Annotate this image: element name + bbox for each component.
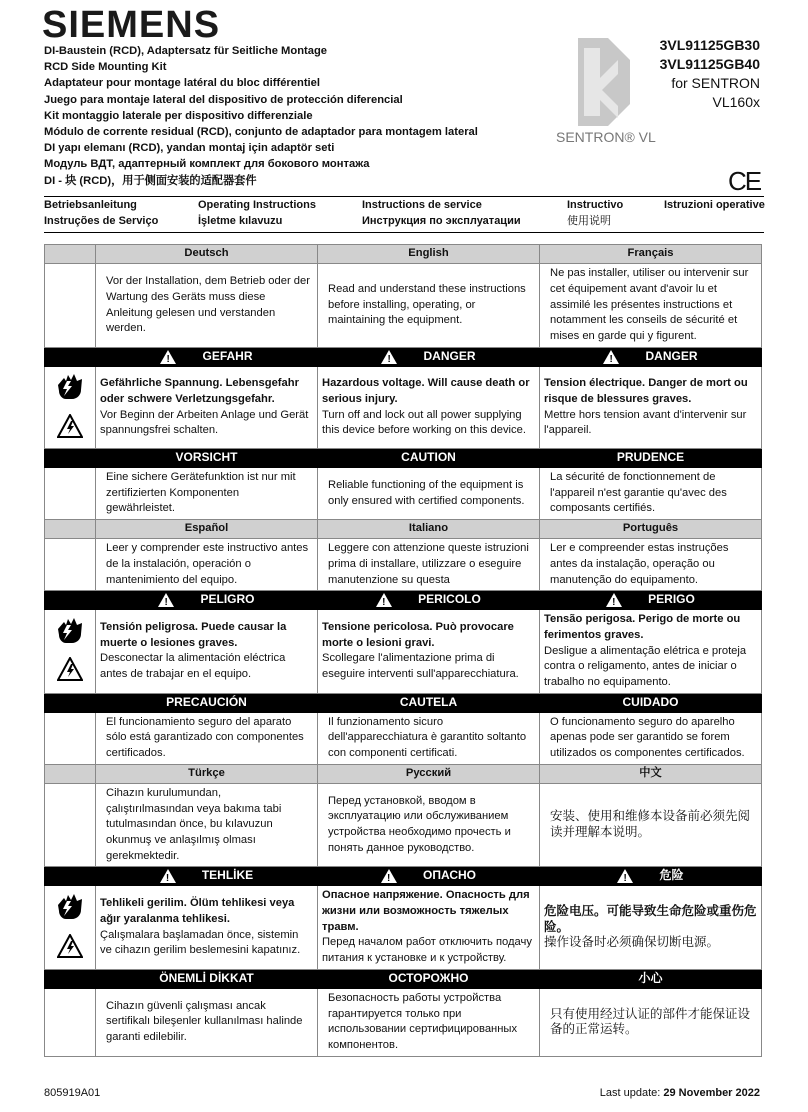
divider xyxy=(44,196,764,197)
product-codes xyxy=(660,36,760,112)
instr-label: Инструкция по эксплуатации xyxy=(362,215,521,227)
danger-text-row xyxy=(45,367,762,449)
caution-cell xyxy=(96,988,318,1056)
sentron-logo-icon xyxy=(578,38,630,126)
danger-cell xyxy=(96,886,318,970)
blank-cell xyxy=(45,988,96,1056)
intro-cell xyxy=(318,783,540,867)
last-update-date: 29 November 2022 xyxy=(663,1087,760,1099)
blank-cell xyxy=(45,539,96,591)
caution-header: VORSICHT xyxy=(96,449,318,468)
sentron-label: SENTRON® VL xyxy=(556,129,656,145)
caution-bar-row xyxy=(45,693,762,712)
danger-warning-bold: Tehlikeli gerilim. Ölüm tehlikesi veya ağır yaralanma tehlikesi. xyxy=(100,897,295,925)
danger-header xyxy=(540,348,762,367)
blank-cell xyxy=(45,764,96,783)
intro-cell xyxy=(318,264,540,348)
caution-header: ОСТОРОЖНО xyxy=(318,969,540,988)
blank-cell xyxy=(45,591,96,610)
intro-cell xyxy=(540,783,762,867)
language-header: Türkçe xyxy=(96,764,318,783)
danger-warning-bold: Gefährliche Spannung. Lebensgefahr oder schwere Verletzungsgefahr. xyxy=(100,377,299,405)
intro-text: Перед установкой, вводом в эксплуатацию или обслуживанием устройства необходимо прочесть и понять данное руководство. xyxy=(328,794,511,854)
caution-cell xyxy=(318,712,540,764)
blank-cell xyxy=(45,245,96,264)
danger-content xyxy=(540,610,761,693)
caution-header: CAUTELA xyxy=(318,693,540,712)
product-code: 3VL91125GB30 xyxy=(659,37,760,53)
caution-cell xyxy=(318,468,540,520)
danger-header xyxy=(540,591,762,610)
danger-warning-bold: Опасное напряжение. Опасность для жизни или возможность тяжелых травм. xyxy=(322,889,530,933)
product-series: for SENTRON xyxy=(671,75,760,91)
warning-triangle-icon xyxy=(376,593,392,607)
danger-instruction: 操作设备时必须确保切断电源。 xyxy=(544,935,720,950)
warning-triangle-icon xyxy=(160,869,176,883)
intro-text: Ler e compreender estas instruções antes da instalação, operação ou manutenção do equipamento. xyxy=(550,542,729,586)
danger-label: GEFAHR xyxy=(202,349,253,364)
language-header-row xyxy=(45,245,762,264)
caution-bar-row xyxy=(45,969,762,988)
danger-label: TEHLİKE xyxy=(201,868,254,883)
intro-row xyxy=(45,264,762,348)
caution-cell xyxy=(96,712,318,764)
caution-text: 只有使用经过认证的部件才能保证设备的正常运转。 xyxy=(550,1006,751,1037)
language-header: Français xyxy=(540,245,762,264)
instr-label: Betriebsanleitung xyxy=(44,199,137,211)
intro-cell xyxy=(96,264,318,348)
intro-cell xyxy=(96,539,318,591)
danger-cell xyxy=(318,610,540,694)
danger-content xyxy=(318,886,539,969)
danger-content xyxy=(318,374,539,441)
last-update-label: Last update: xyxy=(599,1087,661,1099)
divider xyxy=(44,232,764,233)
siemens-logo: SIEMENS xyxy=(42,4,221,46)
danger-warning-bold: Tension électrique. Danger de mort ou risque de blessures graves. xyxy=(544,377,748,405)
danger-header xyxy=(96,867,318,886)
warning-triangle-icon xyxy=(381,350,397,364)
intro-cell xyxy=(318,539,540,591)
intro-text: Read and understand these instructions before installing, operating, or maintaining the equipment. xyxy=(328,282,526,327)
danger-warning-bold: Tensione pericolosa. Può provocare morte o lesioni gravi. xyxy=(322,621,514,649)
instr-label: Operating Instructions xyxy=(198,199,316,211)
last-update xyxy=(600,1087,760,1099)
caution-text: Reliable functioning of the equipment is only ensured with certified components. xyxy=(328,478,525,507)
instr-label: Instructions de service xyxy=(362,199,482,211)
language-header: Deutsch xyxy=(96,245,318,264)
intro-cell xyxy=(96,783,318,867)
caution-cell xyxy=(540,468,762,520)
language-header: English xyxy=(318,245,540,264)
electric-hand-hazard-icon xyxy=(45,616,95,658)
title-line: RCD Side Mounting Kit xyxy=(44,61,167,74)
instr-label: Istruzioni operative xyxy=(664,199,765,211)
danger-cell xyxy=(540,367,762,449)
danger-text-row xyxy=(45,610,762,694)
intro-text: Leggere con attenzione queste istruzioni prima di installare, utilizzare o eseguire manutenzione su questa xyxy=(328,542,529,586)
danger-label: ОПАСНО xyxy=(423,868,476,883)
instr-label: İşletme kılavuzu xyxy=(198,215,283,227)
caution-text: Il funzionamento sicuro dell'apparecchiatura è garantito soltanto con componenti certificati. xyxy=(328,715,527,760)
warning-triangle-icon xyxy=(606,593,622,607)
blank-cell xyxy=(45,520,96,539)
warning-triangle-icon xyxy=(617,869,633,883)
caution-text: Безопасность работы устройства гарантируется только при использовании сертифицированных компонентов. xyxy=(328,991,518,1051)
danger-cell xyxy=(96,610,318,694)
caution-header: CAUTION xyxy=(318,449,540,468)
safety-table xyxy=(44,244,762,1057)
danger-header xyxy=(540,867,762,886)
caution-text-row xyxy=(45,468,762,520)
caution-cell xyxy=(318,988,540,1056)
danger-instruction: Turn off and lock out all power supplying this device before working on this device. xyxy=(322,408,526,437)
danger-text-row xyxy=(45,886,762,970)
caution-header: PRUDENCE xyxy=(540,449,762,468)
title-line: DI-Baustein (RCD), Adaptersatz für Seitliche Montage xyxy=(44,45,328,57)
title-line: Kit montaggio laterale per dispositivo differenziale xyxy=(44,109,313,122)
electric-shock-triangle-icon xyxy=(45,934,95,964)
caution-header: ÖNEMLİ DİKKAT xyxy=(96,969,318,988)
danger-content xyxy=(96,374,317,441)
language-header-row xyxy=(45,520,762,539)
title-line: Adaptateur pour montage latéral du bloc différentiel xyxy=(44,77,320,90)
caution-text: Eine sichere Gerätefunktion ist nur mit zertifizierten Komponenten gewährleistet. xyxy=(106,471,296,515)
title-line: Juego para montaje lateral del dispositivo de protección diferencial xyxy=(44,93,403,106)
danger-cell xyxy=(318,886,540,970)
doc-number: 805919A01 xyxy=(44,1087,101,1099)
caution-text: O funcionamento seguro do aparelho apenas pode ser garantido se forem utilizados os componentes certificados. xyxy=(550,715,745,760)
title-line: Модуль ВДТ, адаптерный комплект для бокового монтажа xyxy=(44,158,370,171)
danger-cell xyxy=(318,367,540,449)
danger-instruction: Перед началом работ отключить подачу питания к установке и к устройству. xyxy=(322,936,532,965)
language-header: Italiano xyxy=(318,520,540,539)
danger-instruction: Desligue a alimentação elétrica e proteja contra o religamento, antes de iniciar o trabalho no equipamento. xyxy=(544,644,747,689)
danger-header xyxy=(96,591,318,610)
instr-label: 使用说明 xyxy=(567,215,611,227)
danger-content xyxy=(540,374,761,441)
danger-label: PELIGRO xyxy=(200,592,255,607)
language-header: Русский xyxy=(318,764,540,783)
title-list xyxy=(44,43,478,189)
blank-cell xyxy=(45,264,96,348)
danger-cell xyxy=(540,610,762,694)
intro-text: Vor der Installation, dem Betrieb oder der Wartung des Geräts muss diese Anleitung gelesen und verstanden werden. xyxy=(106,275,310,335)
blank-cell xyxy=(45,969,96,988)
caution-header: CUIDADO xyxy=(540,693,762,712)
caution-text-row xyxy=(45,712,762,764)
danger-bar-row xyxy=(45,348,762,367)
caution-bar-row xyxy=(45,449,762,468)
blank-cell xyxy=(45,693,96,712)
product-code: 3VL91125GB40 xyxy=(659,56,760,72)
danger-label: PERICOLO xyxy=(418,592,481,607)
danger-header xyxy=(318,867,540,886)
danger-label: DANGER xyxy=(423,349,476,364)
title-line: Módulo de corrente residual (RCD), conjunto de adaptador para montagem lateral xyxy=(44,126,478,139)
blank-cell xyxy=(45,867,96,886)
danger-header xyxy=(318,591,540,610)
danger-instruction: Mettre hors tension avant d'intervenir sur l'appareil. xyxy=(544,408,747,437)
instr-label: Instruções de Serviço xyxy=(44,215,159,227)
danger-instruction: Scollegare l'alimentazione prima di eseguire interventi sull'apparecchiatura. xyxy=(322,652,519,681)
electric-shock-triangle-icon xyxy=(45,657,95,687)
language-header-row xyxy=(45,764,762,783)
product-series: VL160x xyxy=(712,94,760,110)
danger-warning-bold: Hazardous voltage. Will cause death or serious injury. xyxy=(322,377,530,405)
danger-label: 危险 xyxy=(659,868,684,883)
intro-row xyxy=(45,783,762,867)
danger-warning-bold: 危险电压。可能导致生命危险或重伤危险。 xyxy=(544,904,757,934)
warning-triangle-icon xyxy=(160,350,176,364)
electric-hand-hazard-icon xyxy=(45,892,95,934)
danger-instruction: Vor Beginn der Arbeiten Anlage und Gerät spannungsfrei schalten. xyxy=(100,408,309,437)
ce-mark: CE xyxy=(728,166,761,196)
danger-label: DANGER xyxy=(645,349,698,364)
hazard-icons xyxy=(45,367,96,449)
danger-bar-row xyxy=(45,867,762,886)
caution-text: El funcionamiento seguro del aparato sólo está garantizado con componentes certificados. xyxy=(106,715,304,760)
caution-header: PRECAUCIÓN xyxy=(96,693,318,712)
blank-cell xyxy=(45,783,96,867)
danger-label: PERIGO xyxy=(648,592,695,607)
caution-text-row xyxy=(45,988,762,1056)
danger-bar-row xyxy=(45,591,762,610)
caution-text: La sécurité de fonctionnement de l'appareil n'est garantie qu'avec des composants certifiés. xyxy=(550,471,727,515)
danger-content xyxy=(96,618,317,685)
electric-hand-hazard-icon xyxy=(45,372,95,414)
caution-cell xyxy=(96,468,318,520)
warning-triangle-icon xyxy=(603,350,619,364)
blank-cell xyxy=(45,468,96,520)
danger-content xyxy=(540,902,761,953)
danger-cell xyxy=(96,367,318,449)
caution-text: Cihazın güvenli çalışması ancak sertifikalı bileşenler kullanılması halinde garanti edilebilir. xyxy=(106,999,303,1044)
instr-label: Instructivo xyxy=(567,199,624,211)
intro-cell xyxy=(540,539,762,591)
caution-header: 小心 xyxy=(540,969,762,988)
warning-triangle-icon xyxy=(381,869,397,883)
caution-cell xyxy=(540,712,762,764)
title-line: DI yapı elemanı (RCD), yandan montaj için adaptör seti xyxy=(44,142,335,155)
danger-warning-bold: Tensión peligrosa. Puede causar la muerte o lesiones graves. xyxy=(100,621,287,649)
intro-text: Leer y comprender este instructivo antes de la instalación, operación o mantenimiento del equipo. xyxy=(106,542,309,586)
intro-row xyxy=(45,539,762,591)
danger-content xyxy=(96,894,317,961)
intro-text: Ne pas installer, utiliser ou intervenir sur cet équipement avant d'avoir lu et assimilé les présentes instructions et notamment les conseils de sécurité et mises en garde qui y figurent. xyxy=(550,267,749,343)
hazard-icons xyxy=(45,610,96,694)
danger-header xyxy=(96,348,318,367)
danger-warning-bold: Tensão perigosa. Perigo de morte ou ferimentos graves. xyxy=(544,613,741,641)
language-header: Español xyxy=(96,520,318,539)
language-header: Português xyxy=(540,520,762,539)
intro-cell xyxy=(540,264,762,348)
danger-content xyxy=(318,618,539,685)
warning-triangle-icon xyxy=(158,593,174,607)
danger-instruction: Çalışmalara başlamadan önce, sistemin ve cihazın gerilim beslemesini kapatınız. xyxy=(100,928,301,957)
blank-cell xyxy=(45,348,96,367)
intro-text: 安装、使用和维修本设备前必须先阅读并理解本说明。 xyxy=(550,809,751,840)
danger-cell xyxy=(540,886,762,970)
danger-header xyxy=(318,348,540,367)
blank-cell xyxy=(45,712,96,764)
danger-instruction: Desconectar la alimentación eléctrica antes de trabajar en el equipo. xyxy=(100,652,286,681)
blank-cell xyxy=(45,449,96,468)
title-line: DI - 块 (RCD)，用于侧面安装的适配器套件 xyxy=(44,174,257,187)
caution-cell xyxy=(540,988,762,1056)
electric-shock-triangle-icon xyxy=(45,414,95,444)
hazard-icons xyxy=(45,886,96,970)
language-header: 中文 xyxy=(540,764,762,783)
intro-text: Cihazın kurulumundan, çalıştırılmasından veya bakıma tabi tutulmasından önce, bu kılavuzun okunmuş ve anlaşılmış olması gerekmektedir. xyxy=(106,786,282,862)
